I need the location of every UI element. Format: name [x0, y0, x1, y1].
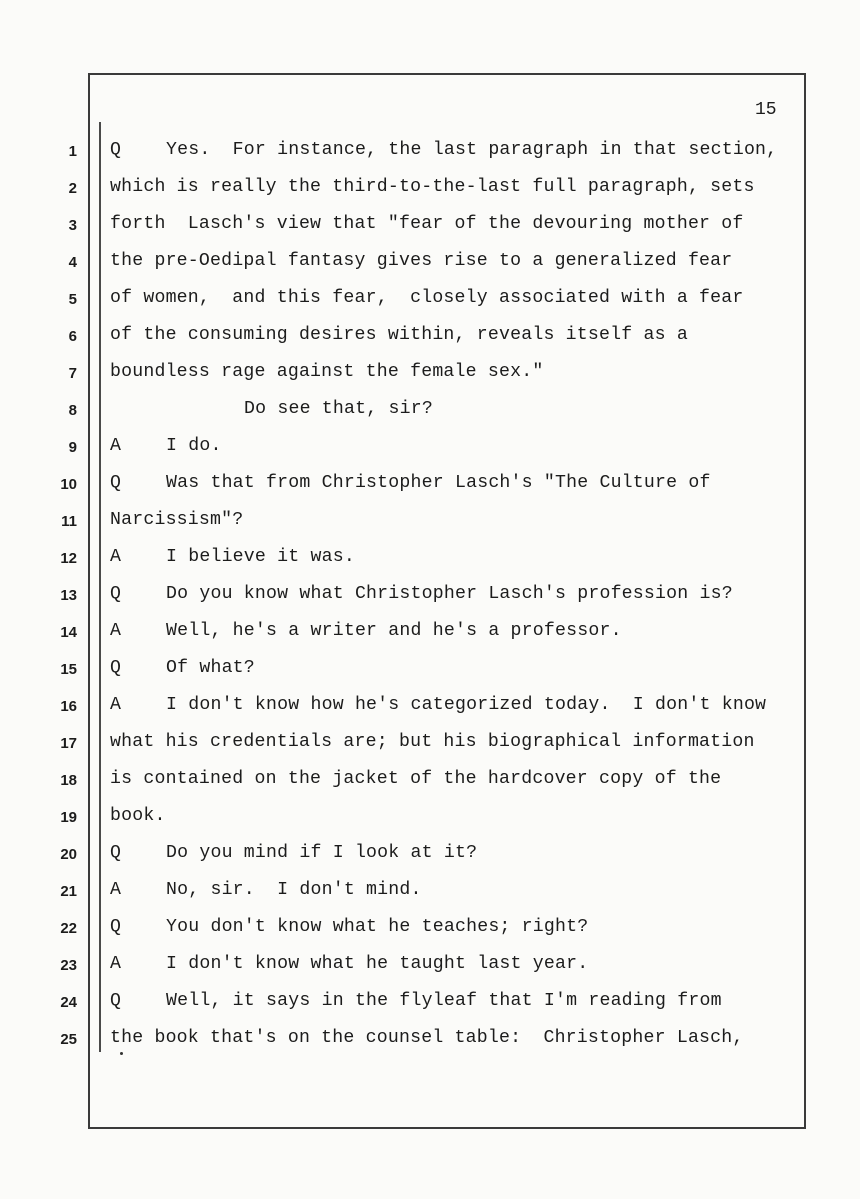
line-text: I believe it was.	[166, 547, 355, 567]
transcript-line	[110, 325, 800, 345]
line-number: 25	[60, 1031, 77, 1048]
line-number: 12	[60, 550, 77, 567]
page-frame-bottom	[88, 1127, 806, 1129]
transcript-line	[110, 584, 800, 604]
line-text: Yes. For instance, the last paragraph in that section,	[166, 140, 778, 160]
line-number: 18	[60, 772, 77, 789]
transcript-line	[110, 140, 800, 160]
line-number: 4	[68, 254, 77, 271]
speaker-label: Q	[110, 843, 122, 863]
line-number: 2	[68, 180, 77, 197]
line-text: Was that from Christopher Lasch's "The Culture of	[166, 473, 711, 493]
transcript-line	[110, 991, 800, 1011]
line-text: the pre-Oedipal fantasy gives rise to a generalized fear	[110, 251, 733, 271]
transcript-line	[110, 288, 800, 308]
line-number: 21	[60, 883, 77, 900]
transcript-line	[110, 1028, 800, 1048]
speaker-label: A	[110, 695, 122, 715]
speaker-label: Q	[110, 584, 122, 604]
line-number: 8	[68, 402, 77, 419]
transcript-line	[110, 658, 800, 678]
line-text: I do.	[166, 436, 222, 456]
page-number: 15	[755, 100, 777, 120]
page-frame-left	[88, 73, 90, 1129]
line-text: Well, he's a writer and he's a professor.	[166, 621, 622, 641]
stray-mark	[120, 1052, 123, 1055]
line-text: I don't know what he taught last year.	[166, 954, 589, 974]
line-text: I don't know how he's categorized today. I don't know	[166, 695, 767, 715]
line-text: what his credentials are; but his biographical information	[110, 732, 755, 752]
transcript-line	[110, 399, 800, 419]
line-text: is contained on the jacket of the hardcover copy of the	[110, 769, 722, 789]
transcript-line	[110, 547, 800, 567]
line-text: which is really the third-to-the-last full paragraph, sets	[110, 177, 755, 197]
line-text: Do you know what Christopher Lasch's profession is?	[166, 584, 733, 604]
transcript-line	[110, 769, 800, 789]
line-text: of women, and this fear, closely associated with a fear	[110, 288, 744, 308]
speaker-label: A	[110, 547, 122, 567]
line-number: 7	[68, 365, 77, 382]
transcript-line	[110, 695, 800, 715]
speaker-label: Q	[110, 917, 122, 937]
line-number: 14	[60, 624, 77, 641]
line-text: boundless rage against the female sex."	[110, 362, 544, 382]
line-text: Of what?	[166, 658, 255, 678]
line-number: 15	[60, 661, 77, 678]
transcript-line	[110, 621, 800, 641]
line-number: 19	[60, 809, 77, 826]
page-frame-right	[804, 73, 806, 1129]
line-number: 23	[60, 957, 77, 974]
transcript-line	[110, 251, 800, 271]
speaker-label: Q	[110, 473, 122, 493]
speaker-label: Q	[110, 991, 122, 1011]
speaker-label: A	[110, 436, 122, 456]
transcript-line	[110, 806, 800, 826]
transcript-line	[110, 880, 800, 900]
line-number: 17	[60, 735, 77, 752]
line-number: 16	[60, 698, 77, 715]
transcript-line	[110, 917, 800, 937]
transcript-line	[110, 510, 800, 530]
line-number: 5	[68, 291, 77, 308]
line-text: book.	[110, 806, 166, 826]
line-number: 10	[60, 476, 77, 493]
line-number: 11	[61, 513, 77, 530]
page-frame-top	[88, 73, 806, 75]
line-text: the book that's on the counsel table: Christopher Lasch,	[110, 1028, 744, 1048]
line-text: No, sir. I don't mind.	[166, 880, 422, 900]
line-number: 1	[68, 143, 77, 160]
speaker-label: A	[110, 954, 122, 974]
line-number: 22	[60, 920, 77, 937]
line-text: You don't know what he teaches; right?	[166, 917, 589, 937]
transcript-line	[110, 362, 800, 382]
line-text: Do you mind if I look at it?	[166, 843, 478, 863]
line-text: Do see that, sir?	[244, 399, 433, 419]
speaker-label: Q	[110, 658, 122, 678]
line-number: 24	[60, 994, 77, 1011]
line-text: Narcissism"?	[110, 510, 244, 530]
transcript-line	[110, 843, 800, 863]
line-number: 20	[60, 846, 77, 863]
line-text: forth Lasch's view that "fear of the devouring mother of	[110, 214, 744, 234]
speaker-label: Q	[110, 140, 122, 160]
transcript-line	[110, 177, 800, 197]
transcript-line	[110, 732, 800, 752]
line-number: 9	[68, 439, 77, 456]
margin-rule	[99, 122, 101, 1052]
speaker-label: A	[110, 880, 122, 900]
line-number: 13	[60, 587, 77, 604]
transcript-line	[110, 473, 800, 493]
transcript-line	[110, 214, 800, 234]
line-text: of the consuming desires within, reveals itself as a	[110, 325, 688, 345]
speaker-label: A	[110, 621, 122, 641]
line-text: Well, it says in the flyleaf that I'm reading from	[166, 991, 722, 1011]
transcript-line	[110, 436, 800, 456]
transcript-line	[110, 954, 800, 974]
line-number: 3	[68, 217, 77, 234]
line-number: 6	[68, 328, 77, 345]
